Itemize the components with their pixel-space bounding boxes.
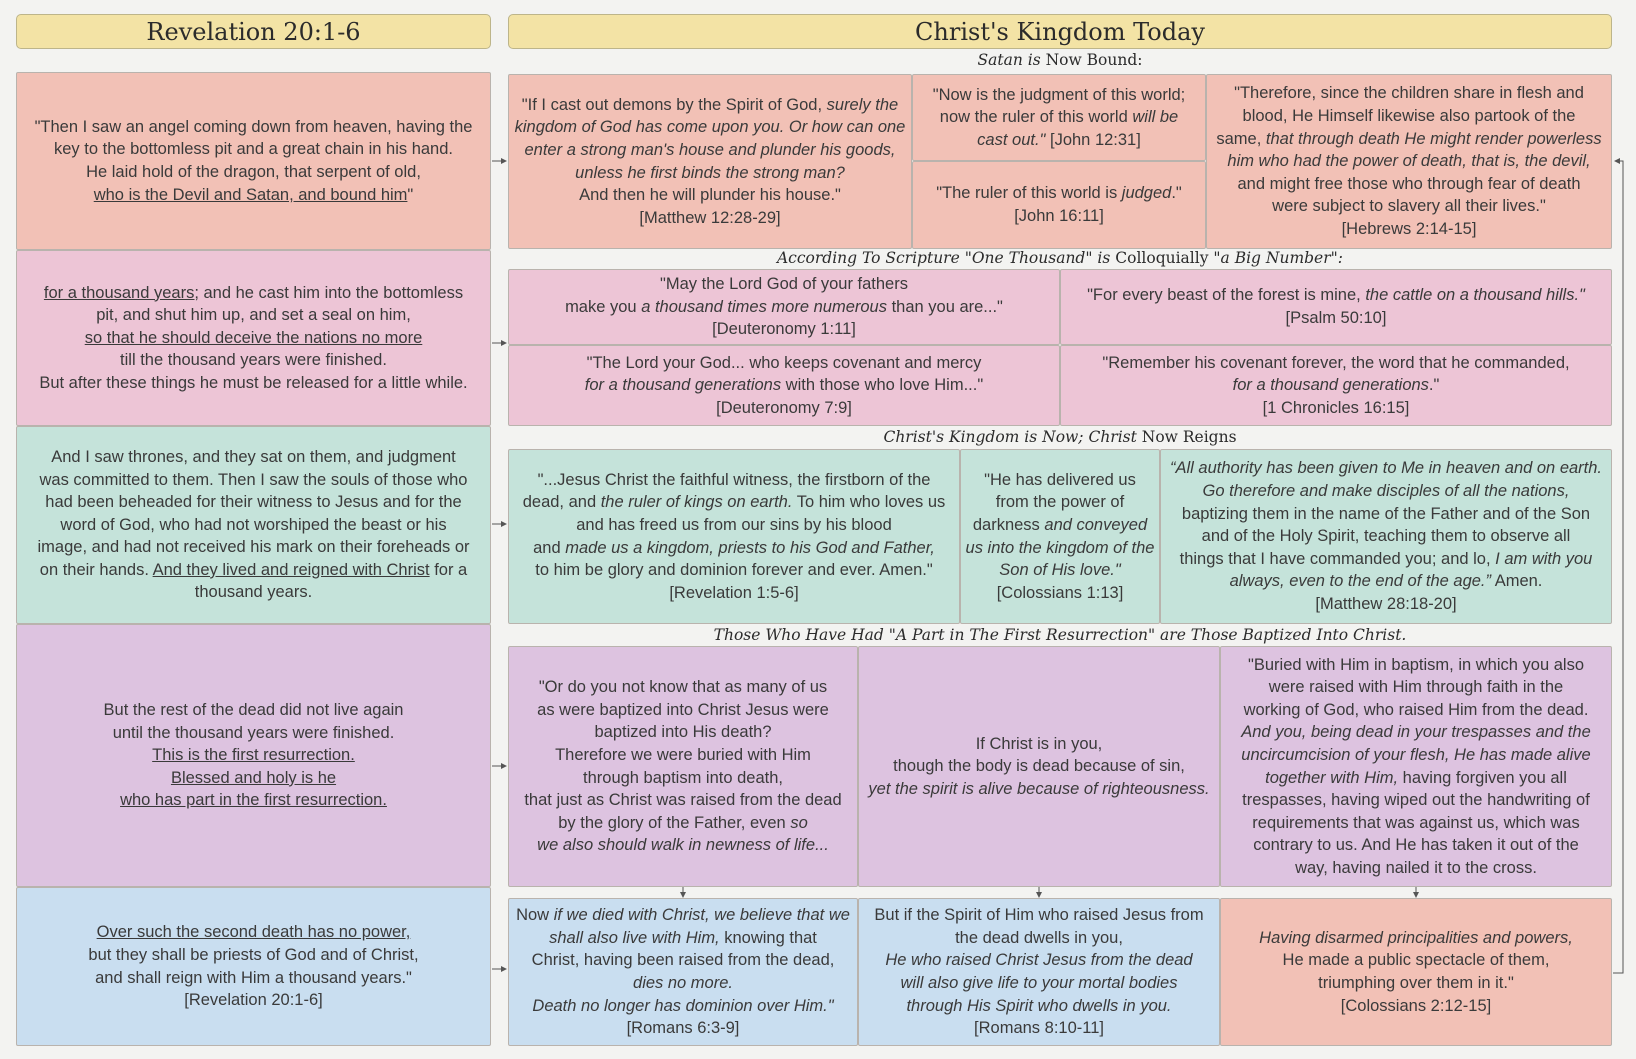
- quote-deuteronomy-7: "The Lord your God... who keeps covenant and mercy for a thousand generations with those who love Him..." [Deuteronomy 7:9]: [508, 345, 1060, 426]
- quote-1-chronicles-16: "Remember his covenant forever, the word that he commanded, for a thousand generations." [1 Chronicles 16:15]: [1060, 345, 1612, 426]
- revelation-verse-3: And I saw thrones, and they sat on them, and judgment was committed to them. Then I saw the souls of those who had been beheaded for their witness to Jesus and for the word of God, who had not worshiped the beast or his image, and had not received his mark on their foreheads or on their hands. And they lived and reigned with Christ for a thousand years.: [16, 426, 491, 624]
- quote-john-16: "The ruler of this world is judged." [John 16:11]: [912, 161, 1206, 249]
- revelation-verse-2: for a thousand years; and he cast him into the bottomless pit, and shut him up, and set a seal on him, so that he should deceive the nations no more till the thousand years were finished. But after these things he must be released for a little while.: [16, 250, 491, 426]
- quote-colossians-2-buried: "Buried with Him in baptism, in which you also were raised with Him through faith in the working of God, who raised Him from the dead. And you, being dead in your trespasses and the uncircumcision of your flesh, He has made alive together with Him, having forgiven you all trespasses, having wiped out the handwriting of requirements that was against us, which was contrary to us. And He has taken it out of the way, having nailed it to the cross.: [1220, 646, 1612, 887]
- revelation-header-label: Revelation 20:1-6: [146, 17, 361, 46]
- quote-romans-8-spirit: If Christ is in you, though the body is dead because of sin, yet the spirit is alive because of righteousness.: [858, 646, 1220, 887]
- quote-romans-6-baptism: "Or do you not know that as many of us as were baptized into Christ Jesus were baptized into His death? Therefore we were buried with Him through baptism into death, that just as Christ was raised from the dead by the glory of the Father, even so we also should walk in newness of life...: [508, 646, 858, 887]
- quote-colossians-2-triumph: Having disarmed principalities and powers, He made a public spectacle of them, triumphing over them in it." [Colossians 2:12-15]: [1220, 898, 1612, 1046]
- quote-revelation-1: "...Jesus Christ the faithful witness, the firstborn of the dead, and the ruler of kings on earth. To him who loves us and has freed us from our sins by his blood and made us a kingdom, priests to his God and Father, to him be glory and dominion forever and ever. Amen." [Revelation 1:5-6]: [508, 449, 960, 624]
- revelation-header: [16, 14, 491, 49]
- kingdom-header: [508, 14, 1612, 49]
- revelation-verse-4: But the rest of the dead did not live again until the thousand years were finished. This is the first resurrection. Blessed and holy is he who has part in the first resurrection.: [16, 624, 491, 887]
- caption-thousand: According To Scripture "One Thousand" is Colloquially "a Big Number":: [776, 249, 1343, 267]
- quote-john-12: "Now is the judgment of this world; now the ruler of this world will be cast out." [John 12:31]: [912, 74, 1206, 161]
- quote-deuteronomy-1: "May the Lord God of your fathers make you a thousand times more numerous than you are..." [Deuteronomy 1:11]: [508, 269, 1060, 345]
- caption-kingdom-now: Christ's Kingdom is Now; Christ Now Reigns: [883, 428, 1237, 446]
- caption-satan-bound: Satan is Now Bound:: [977, 51, 1143, 69]
- revelation-verse-5: Over such the second death has no power, but they shall be priests of God and of Christ, and shall reign with Him a thousand years." [Revelation 20:1-6]: [16, 887, 491, 1046]
- caption-first-resurrection: Those Who Have Had "A Part in The First Resurrection" are Those Baptized Into Christ.: [713, 626, 1407, 644]
- arrow-loop-colossians-to-hebrews: [1613, 161, 1623, 973]
- quote-colossians-1: "He has delivered us from the power of darkness and conveyed us into the kingdom of the Son of His love." [Colossians 1:13]: [960, 449, 1160, 624]
- kingdom-header-label: Christ's Kingdom Today: [915, 17, 1205, 46]
- quote-romans-8-life: But if the Spirit of Him who raised Jesus from the dead dwells in you, He who raised Christ Jesus from the dead will also give life to your mortal bodies through His Spirit who dwells in you. [Romans 8:10-11]: [858, 898, 1220, 1046]
- quote-matthew-12: "If I cast out demons by the Spirit of God, surely the kingdom of God has come upon you. Or how can one enter a strong man's house and plunder his goods, unless he first binds the strong man? And then he will plunder his house." [Matthew 12:28-29]: [508, 74, 912, 249]
- quote-matthew-28: “All authority has been given to Me in heaven and on earth. Go therefore and make disciples of all the nations, baptizing them in the name of the Father and of the Son and of the Holy Spirit, teaching them to observe all things that I have commanded you; and lo, I am with you always, even to the end of the age.” Amen. [Matthew 28:18-20]: [1160, 449, 1612, 624]
- quote-psalm-50: "For every beast of the forest is mine, the cattle on a thousand hills." [Psalm 50:10]: [1060, 269, 1612, 345]
- quote-romans-6-death: Now if we died with Christ, we believe that we shall also live with Him, knowing that Christ, having been raised from the dead, dies no more. Death no longer has dominion over Him." [Romans 6:3-9]: [508, 898, 858, 1046]
- revelation-verse-1: "Then I saw an angel coming down from heaven, having the key to the bottomless pit and a great chain in his hand. He laid hold of the dragon, that serpent of old, who is the Devil and Satan, and bound him": [16, 72, 491, 250]
- quote-hebrews-2: "Therefore, since the children share in flesh and blood, He Himself likewise also partook of the same, that through death He might render powerless him who had the power of death, that is, the devil, and might free those who through fear of death were subject to slavery all their lives." [Hebrews 2:14-15]: [1206, 74, 1612, 249]
